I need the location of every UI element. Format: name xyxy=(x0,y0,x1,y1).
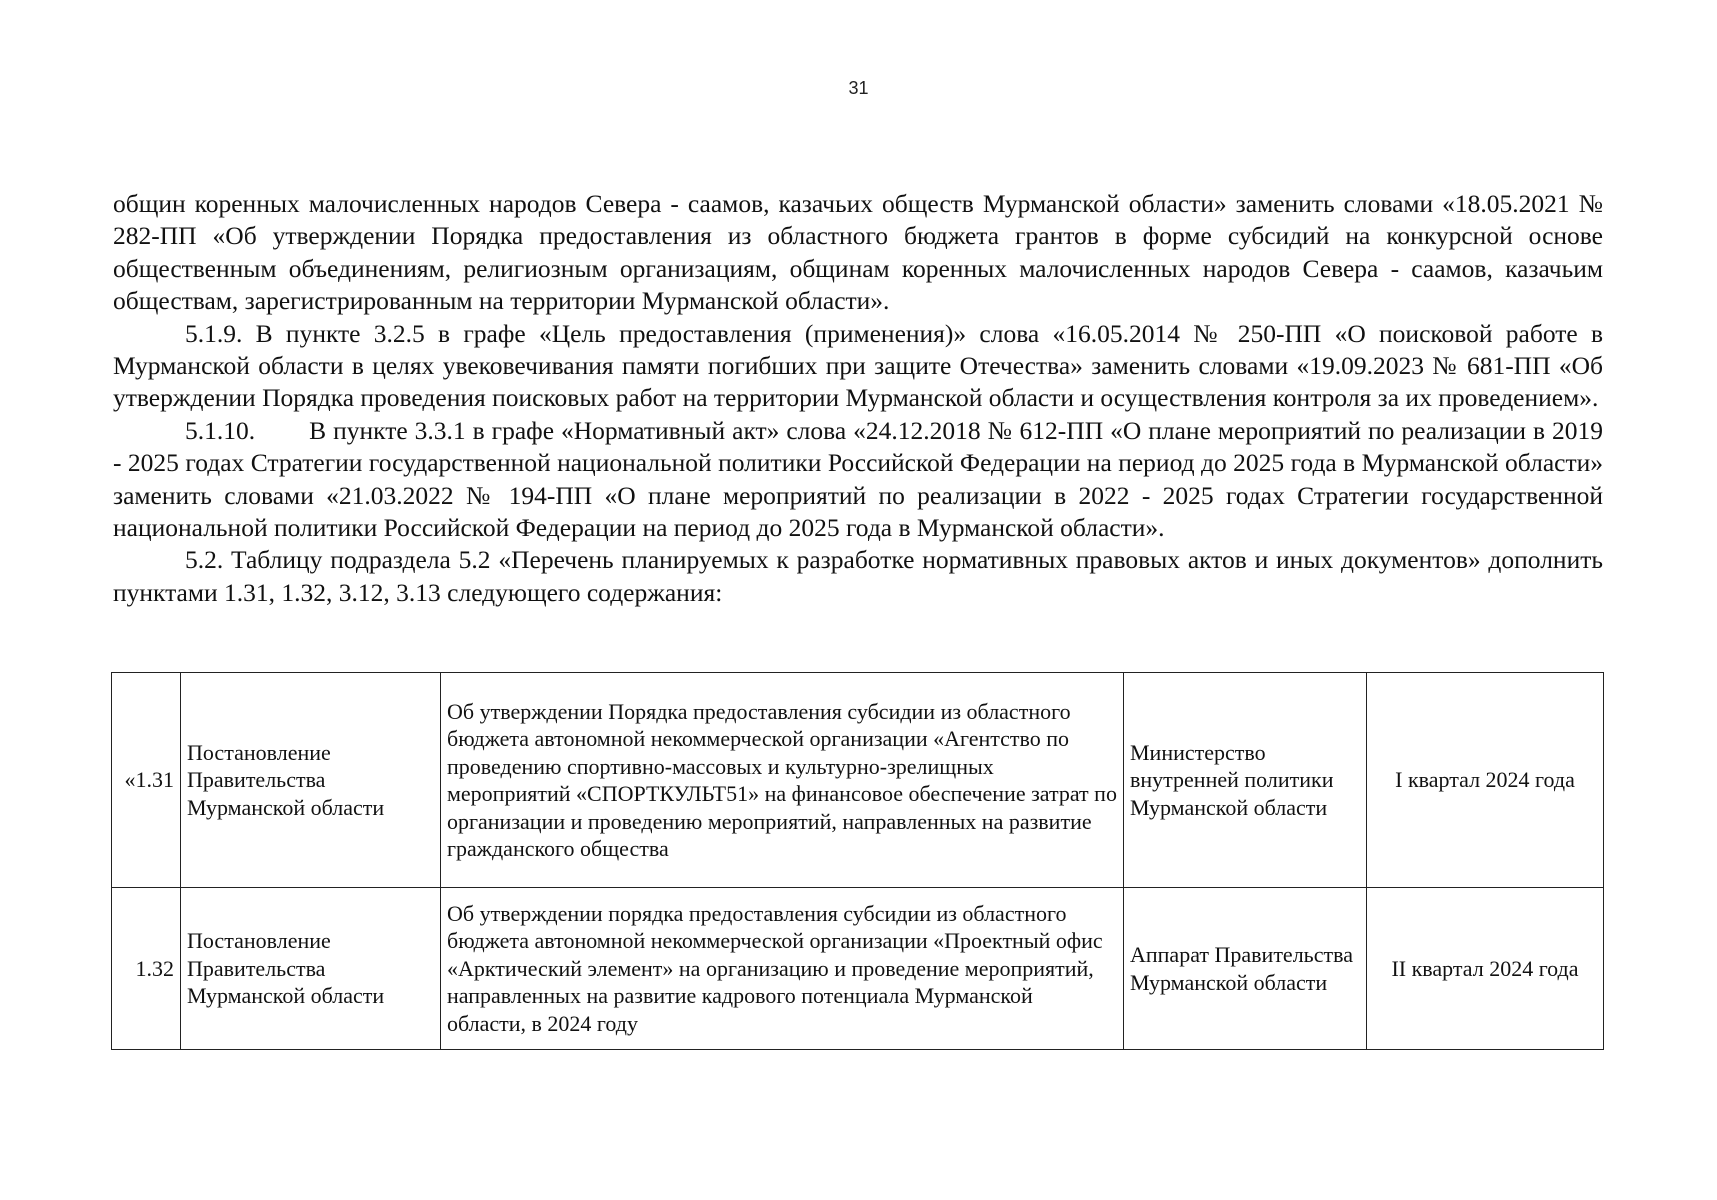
executor: Министерство внутренней политики Мурманской области xyxy=(1124,673,1367,888)
paragraph-5-1-9: 5.1.9. В пункте 3.2.5 в графе «Цель предоставления (применения)» слова «16.05.2014 № 250-ПП «О поисковой работе в Мурманской области в целях увековечивания памяти погибших при защите Отечества» заменить словами «19.09.2023 № 681-ПП «Об утверждении Порядка проведения поисковых работ на территории Мурманской области и осуществления контроля за их проведением». xyxy=(113,318,1603,413)
paragraph-5-1-10-number: 5.1.10. xyxy=(185,415,256,445)
planned-acts-table xyxy=(111,672,1604,1050)
deadline: I квартал 2024 года xyxy=(1367,673,1604,888)
deadline: II квартал 2024 года xyxy=(1367,888,1604,1050)
document-body xyxy=(113,188,1603,609)
act-title: Об утверждении Порядка предоставления субсидии из областного бюджета автономной некоммерческой организации «Агентство по проведению спортивно-массовых и культурно-зрелищных мероприятий «СПОРТКУЛЬТ51» на финансовое обеспечение затрат по организации и проведению мероприятий, направленных на развитие гражданского общества xyxy=(441,673,1124,888)
paragraph-5-2: 5.2. Таблицу подраздела 5.2 «Перечень планируемых к разработке нормативных правовых актов и иных документов» дополнить пунктами 1.31, 1.32, 3.12, 3.13 следующего содержания: xyxy=(113,545,1603,607)
table-row xyxy=(112,673,1604,888)
paragraph-continuation: общин коренных малочисленных народов Севера - саамов, казачьих обществ Мурманской области» заменить словами «18.05.2021 № 282-ПП «Об утверждении Порядка предоставления из областного бюджета грантов в форме субсидий на конкурсной основе общественным объединениям, религиозным организациям, общинам коренных малочисленных народов Севера - саамов, казачьим обществам, зарегистрированным на территории Мурманской области». xyxy=(113,189,1603,316)
executor: Аппарат Правительства Мурманской области xyxy=(1124,888,1367,1050)
table-row xyxy=(112,888,1604,1050)
act-title: Об утверждении порядка предоставления субсидии из областного бюджета автономной некоммерческой организации «Проектный офис «Арктический элемент» на организацию и проведение мероприятий, направленных на развитие кадрового потенциала Мурманской области, в 2024 году xyxy=(441,888,1124,1050)
paragraph-5-1-10 xyxy=(113,415,1603,545)
paragraph-5-1-10-text: В пункте 3.3.1 в графе «Нормативный акт» слова «24.12.2018 № 612-ПП «О плане мероприятий по реализации в 2019 - 2025 годах Стратегии государственной национальной политики Российской Федерации на период до 2025 года в Мурманской области» заменить словами «21.03.2022 № 194-ПП «О плане мероприятий по реализации в 2022 - 2025 годах Стратегии государственной национальной политики Российской Федерации на период до 2025 года в Мурманской области». xyxy=(113,415,1603,543)
act-type: Постановление Правительства Мурманской области xyxy=(181,888,441,1050)
act-type: Постановление Правительства Мурманской области xyxy=(181,673,441,888)
page-number: 31 xyxy=(848,78,869,98)
row-number: «1.31 xyxy=(112,673,181,888)
row-number: 1.32 xyxy=(112,888,181,1050)
